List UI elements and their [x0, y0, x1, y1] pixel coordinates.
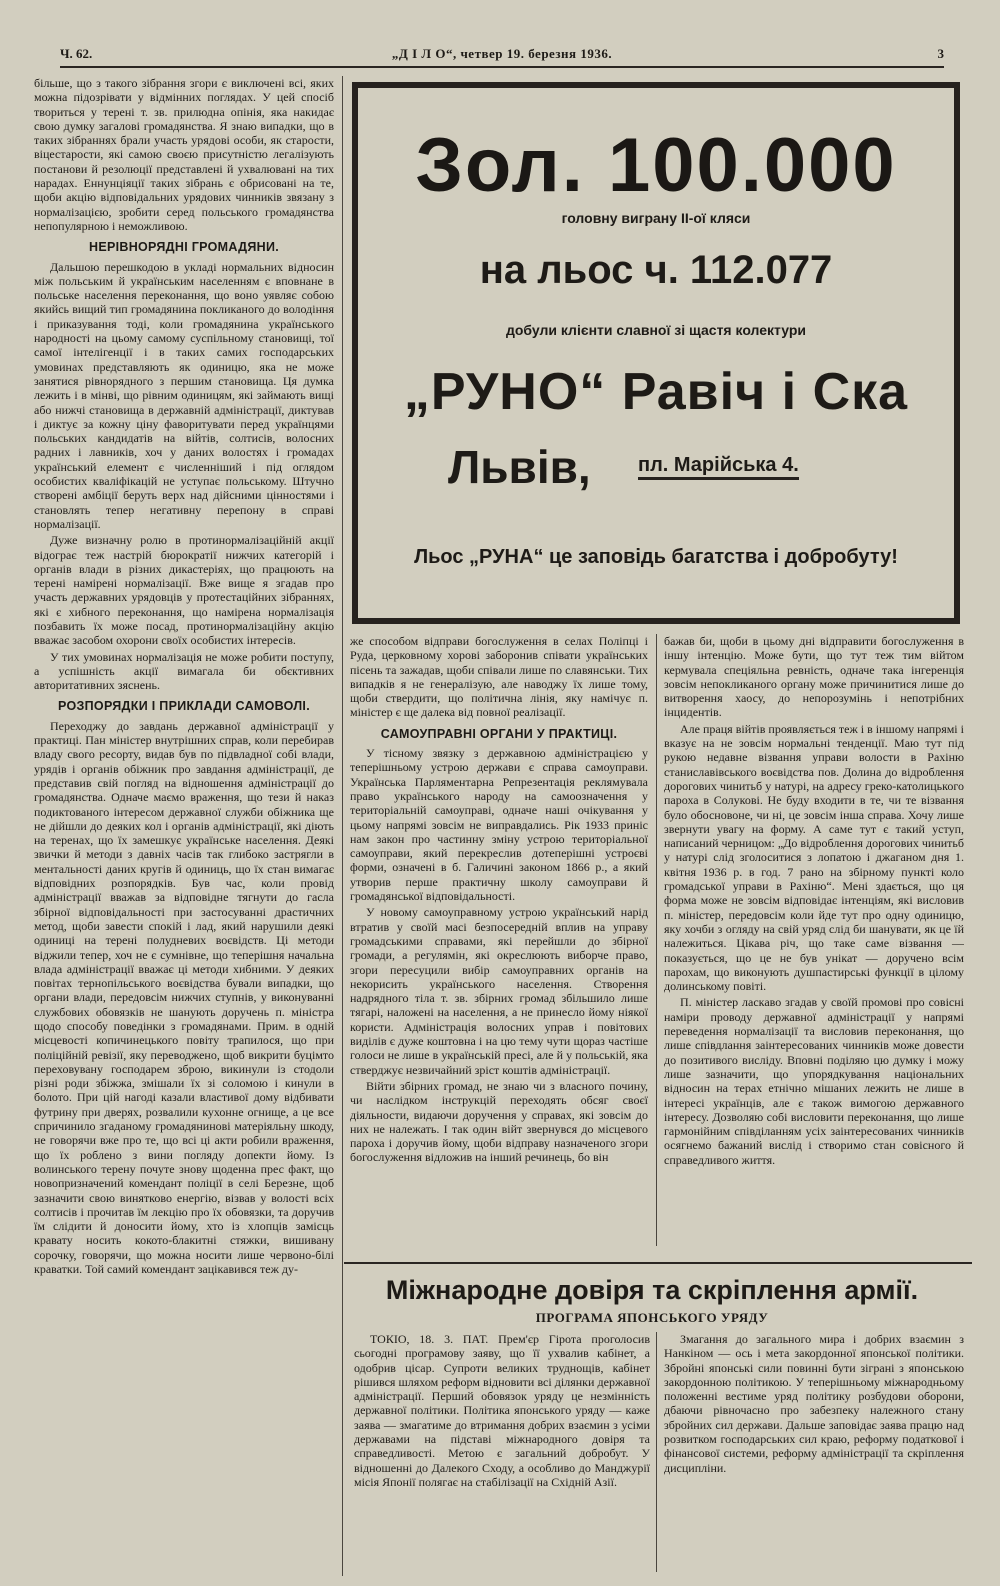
article-title: Міжнародне довіря та скріплення армії. — [385, 1275, 919, 1305]
page-header — [60, 44, 944, 68]
page-label: Ч. 62. — [60, 46, 93, 61]
paragraph: більше, що з такого зібрання згори є виключені всі, яких можна підозрівати у відмінних поглядах. У цей спосіб твориться у терені т. зв. прилюдна опінія, яка накидає свою думку загалові громадянства. Я знаю випадки, що в таких зібраннях брали участь урядові особи, як старости, віцестарости, які самою своєю присутністю легалізують постанови й резолюції представлені й ухвалювані на тих нарадах. Еннунціяції таких зібрань є обрисовані на те, щоби акцію відповідальних урядових чинників звязану з нормалізацією, зробити серед польського громадянства непопулярною і неможливою. — [34, 76, 334, 233]
ad-address: пл. Марійська 4. — [638, 454, 799, 480]
page-number: 3 — [937, 46, 944, 61]
column-right — [664, 634, 964, 1246]
column-rule — [656, 1332, 657, 1572]
ad-firm-name: „РУНО“ Равіч і Ска — [403, 363, 909, 421]
article-column-left — [354, 1332, 650, 1578]
article-column-right — [664, 1332, 964, 1578]
section-heading: НЕРІВНОРЯДНІ ГРОМАДЯНИ. — [89, 240, 279, 255]
paragraph: Переходжу до завдань державної адміністрації у практиці. Пан міністер внутрішних справ, коли перебирав владу свого ресорту, видав був по підвладної собі влади, урядів і органів обіжник про завдання адміністрації, де представив свій погляд на відношення адміністрації до громадянства. Одначе маємо враження, що тези й наказ подиктованого інтересом державної служби обіжника ще не дійшли до деяких кол і органів адміністрації, які діють на теренах, що їх замешкує українське населення. Деякі звички й методи з давніх часів так глибоко застрягли в ментальності даних кругів й одиниць, що їх стан вимагає відповідних розпорядків. Був час, коли провід адміністрації вважав за відповідне тягнути до гасла збірної відповідальності при застосуванні драстичних метод, щоби завести спокій і лад, який нарушили деякі одиниці на терені полудневих воєвідств. Ці методи віджили тепер, хоч не є сумнівне, що теперішня начальна влада адміністрації вважає ці методи хибними. У деяких повітах тернопільського воєвідства бували випадки, що органи влади, передовсім нижчих ступнів, у виконуванні службових обовязків не шанують доручень п. міністра щодо способу поведінки з громадянами. Прим. в одній місцевості копичинецького повіту трапилося, що при поліційній ревізії, яку переводжено, щоб викрити буцімто переховувану господарем зброю, викинули із стодоли різні роди збіжжа, змішали їх зі соломою і кинули в болото. При цій нагоді казали властивої дому відбивати футрину при дверях, розвалили кухонне огнище, а це все спричинило згаданому громадянинові матеріяльну шкоду, не говорячи вже про те, що всі ці акти робили враження, що їх роблено з вини погляду допекти йому. Із волинського терену почуте знову щоденна прес факт, що новопризначений комендант поліції в селі Березне, щоб зазначити свою винятково енергію, візвав у волості всіх солтисів і прочитав їм лекцію про їх обовязки, та доручив їм слідити й доносити йому, хто із хлопців замісць кравату носить кокото-блакитні стяжки, вишивану сорочку, говорячи, що можна носити лише червоно-білі краватки. Той самий комендант зацікавився теж ду- — [34, 718, 334, 1277]
paragraph: Змагання до загального мира і добрих взаємин з Нанкіном — ось і мета закордонної японської політики. Збройні японські сили повинні бути зіграні з японською закордонною політикою. У теперішньому міжнародньому положенні вестиме уряд політику розбудови оборони, дбаючи рівночасно про забезпеку належного стану збройних сил держави. Дальше заповідає заява працю над розвитком господарських сил краю, реформу податкової і фінансової системи, реформу адміністрації та скріплення дисципліни. — [664, 1332, 964, 1475]
ad-line: добули клієнти славної зі щастя колектури — [505, 322, 806, 338]
article-subtitle: ПРОГРАМА ЯПОНСЬКОГО УРЯДУ — [535, 1310, 769, 1325]
paragraph: Війти збірних громад, не знаю чи з власного почину, чи наслідком інструкцій переходять обсяг своєї діяльности, видаючи доручення у справах, які зовсім до них не належать. І так один війт звернувся до місцевого пароха і доручив йому, щоби відправу назначеного згори богослуження відложив на інший речинець, бо він — [350, 1078, 648, 1165]
advertisement-box — [352, 82, 960, 624]
column-left — [34, 76, 334, 1576]
paragraph: Але праця війтів проявляється теж і в іншому напрямі і вказує на не зовсім нормальні тенденції. Маю тут під рукою недавне візвання управи волости в Рахіню станиславівського воєвідства пов. Долина до відроблення дорогових чинитьб у натурі, на адресу греко-католицького пароха в Солукові. Не буду входити в те, чи те візвання було обосновоне, чи ні, це зовсім інша справа. Хочу лише звернути увагу на форму. А саме тут є такий уступ, написаний черницом: „До відроблення дорогових чинитьб у натурі слід зголоситися з лопатою і джаганом дня 1. квітня 1936 р. в год. 7 рано на збірному пункті коло громадської управи в Рахіню“. Мені здається, що ця форма може не зовсім відповідає інтенціям, які висловив п. міністер, передовсім коли йде тут про одну одиницю, яку хочби з огляду на свій уряд слід би шанувати, як це їй належиться. Цікава річ, що таке саме візвання — показується, що це не був унікат — дорученo всім парохам, що виконують душпастирські функції в цілому долинському повіті. — [664, 721, 964, 994]
paragraph: У тісному звязку з державною адміністрацією у теперішньому устрою держави є справа самоуправи. Українська Парляментарна Репрезентація реклямувала право українського народу на самоозначення у територіальній самоуправі, одначе наші очікування у цьому напрямі зовсім не виправдались. Рік 1933 приніс нам закон про частинну зміну устрою територіальної самоуправи, який перекреслив дотеперішні устроєві форми, означені в б. Галичині законом 1866 р., а який утворив перше практичну школу самоуправи й громадянської відповідальності. — [350, 746, 648, 904]
paragraph: бажав би, щоби в цьому дні відправити богослуження в іншу інтенцію. Може бути, що тут теж тим війтом кермувала спеціяльна ревність, одначе така інгеренція зовсім непокликаного органу може причинитися лише до витворення хаосу, до непорозумінь і непотрібних інцидентів. — [664, 634, 964, 720]
paragraph: Дальшою перешкодою в укладі нормальних відносин між польським й українським населенням є вповнане в польське населення переконання, що воно уявляє собою якийсь вищий тип громадянина покликаного до володіння і приказування тоді, коли громадянина українського народності на цьому самому суспільному становищі, тої самої інтелігенції і в таких самих господарських умовинах представляють як одиницю, яка не може занятися рівнорядного з першим становища. Ця думка лежить і в мінві, що рівним одиницям, які займають вищі або нижчі становища в державній адміністрації, диктував і диктує за кожну ціну фаворитувати перед українцями польських кандидатів на війтів, солтисів, волосних радних і лавників, хоч у даних волостях і громадах український елемент є численніший і під оглядом особистих кваліфікацій не уступає польському. Штучно створені амбіції беруть верх над дійсними цінностями і становлять тепер негативну перепону в справі нормалізації. — [34, 259, 334, 531]
paragraph: П. міністер ласкаво згадав у своїй промові про совісні наміри проводу державної адміністрації у напрямі переведення нормалізації та висловив переконання, що лише співдлання заінтересованих чинників може довести до позитивого висліду. Вповні поділяю цю думку і можу лише зазначити, що упорядкування національних відносин на терах етнічно мішаних лежить не лише в інтересі українців, але є також вимогою державного інтересу. Дозволяю собі висловити переконання, що лише гармонійним співділанням усіх заінтересованих чинників осягнемо бажаний вислід і створимо стан совісного й справедливого життя. — [664, 995, 964, 1167]
paragraph: ТОКІО, 18. 3. ПАТ. Прем'єр Гірота проголосив сьогодні програмову заяву, що її ухвалив кабінет, а одобрив цісар. Супроти великих труднощів, кабінет рішився шляхом реформ відновити всі ділянки державної адміністрації. Перший обовязок уряду це незмінність державної політики. Політика японського уряду — каже заява — змагатиме до втримання добрих взаємин з усіми державами на підставі міжнародного довіря та справедливості. Метою є загальний добробут. У відношенні до Далекого Сходу, а особливо до Манджурії місія Японії полягає на стабілізації на Східній Азії. — [354, 1332, 650, 1489]
section-heading: САМОУПРАВНІ ОРГАНИ У ПРАКТИЦІ. — [380, 726, 618, 741]
paragraph: же способом відправи богослуження в селах Поліпці і Руда, церковному хорові заборонив співати українських пісень та зажадав, щоби співали лише по славянськи. Тих випадків я не генералізую, але наводжу їх лише тому, щоби ствердити, що політична лінія, яку намічує п. міністер є ще далека від повної реалізації. — [350, 634, 648, 720]
ad-lot-number: на льос ч. 112.077 — [479, 248, 833, 292]
ad-line: головну виграну ІІ-ої кляси — [561, 210, 751, 226]
masthead-line: „Д І Л О“, четвер 19. березня 1936. — [391, 46, 613, 61]
article-top-rule — [344, 1262, 972, 1264]
paragraph: Дуже визначну ролю в протинормалізаційній акції відограє теж настрій бюрократії нижчих категорій і органів влади в різних дикастеріях, що працюють на терені намірені нормалізації. Вже вище я згадав про участь державних урядовців у протестаційних зібраннях, які є хибного переконання, що намірена нормалізація позбавить їх може посад, протинормалізаційну акцію вважає засобом охорони своїх особистих інтересів. — [34, 533, 334, 648]
column-rule — [656, 634, 657, 1246]
ad-city: Львів, — [448, 441, 591, 493]
column-rule — [342, 76, 343, 1576]
section-heading: РОЗПОРЯДКИ І ПРИКЛАДИ САМОВОЛІ. — [58, 699, 310, 714]
column-middle — [350, 634, 648, 1246]
paragraph: У тих умовинах нормалізація не може робити поступу, а успішність акції вимагала би обєктивних авторитативних зяснень. — [34, 649, 334, 693]
ad-slogan: Льос „РУНА“ це заповідь багатства і добробуту! — [414, 546, 898, 568]
ad-amount: Зол. 100.000 — [415, 123, 897, 208]
paragraph: У новому самоуправному устрою український нарід втратив у своїй масі безпосередній вплив на управу громадськими справами, які перейшли до збірної громади, а регулямін, які окреслюють виборче право, згори пересуцили вибір самоуправних органів на некорисить українського населення. Створення надрядного тіла т. зв. збірних громад збільшило лише тягарі, наложені на населення, а не принесло йому ніякої користи. Адміністрація волосних управ і повітових виділів є дуже коштовна і на цю тему чути щораз частіше голоси не лише в українській пресі, але й у польській, яка стверджує незвичайний зріст коштів адміністрації. — [350, 905, 648, 1077]
